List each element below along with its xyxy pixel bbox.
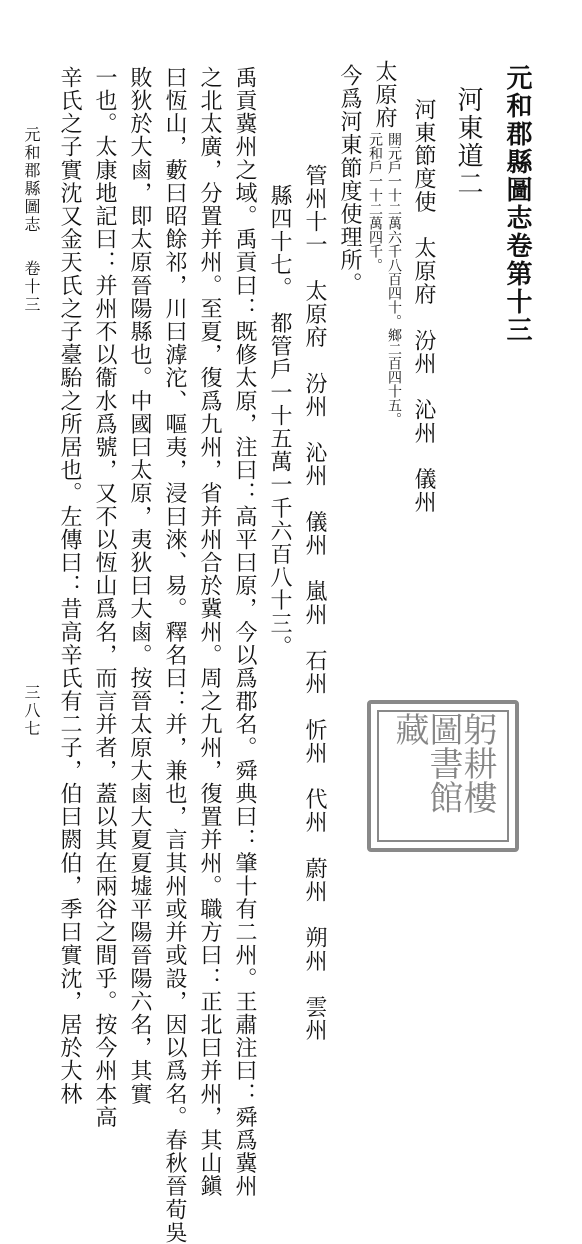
margin-volume: 卷十三 bbox=[22, 260, 41, 314]
section-title: 河東道二 bbox=[453, 86, 483, 198]
text-column-1: 禹貢冀州之域。禹貢曰：既修太原，注曰：高平曰原，今以爲郡名。舜典曰：肇十有二州。王肅注曰：舜爲冀州 bbox=[232, 66, 257, 1198]
page-number: 三八七 bbox=[22, 684, 41, 738]
book-title: 元和郡縣圖志卷第十三 bbox=[502, 64, 532, 344]
taiyuan-label: 太原府 bbox=[372, 60, 397, 130]
column-guanzhou: 管州十一 太原府 汾州 沁州 儀州 嵐州 石州 忻州 代州 蔚州 朔州 雲州 bbox=[302, 164, 327, 1042]
column-xian: 縣四十七。 都管戶一十五萬一千六百八十三。 bbox=[267, 184, 292, 659]
text-column-2: 之北太廣，分置并州。至夏，復爲九州，省并州合於冀州。周之九州，復置并州。職方曰：正北曰并州，其山鎭 bbox=[197, 66, 222, 1198]
column-taiyuan bbox=[362, 60, 408, 550]
text-column-6: 辛氏之子實沈又金天氏之子臺駘之所居也。左傳曰：昔高辛氏有二子，伯曰閼伯，季曰實沈，居於大林 bbox=[57, 66, 82, 1106]
seal-text: 躬耕樓圖書館藏 bbox=[377, 710, 509, 842]
text-column-3: 曰恆山，藪曰昭餘祁，川曰滹沱、嘔夷，浸曰淶、易。釋名曰：并，兼也，言其州或并或設，因以爲名。春秋晉荀吳 bbox=[162, 66, 187, 1244]
text-column-4: 敗狄於大鹵，即太原晉陽縣也。中國曰太原，夷狄曰大鹵。按晉太原大鹵大夏夏墟平陽晉陽六名，其實 bbox=[127, 66, 152, 1106]
note-yuanhe: 元和戶一十二萬四千。 bbox=[367, 132, 383, 272]
margin-title: 元和郡縣圖志 bbox=[22, 126, 41, 234]
library-seal-icon bbox=[367, 700, 519, 852]
column-jinwei: 今爲河東節度使理所。 bbox=[337, 64, 362, 295]
text-column-5: 一也。太康地記曰：并州不以衞水爲號，又不以恆山爲名，而言并者，蓋以其在兩谷之間乎。按今州本高 bbox=[92, 66, 117, 1129]
note-kaiyuan: 開元戶一十二萬六千八百四十。鄉二百四十五。 bbox=[386, 132, 402, 426]
column-jiedushi: 河東節度使 太原府 汾州 沁州 儀州 bbox=[411, 98, 436, 514]
